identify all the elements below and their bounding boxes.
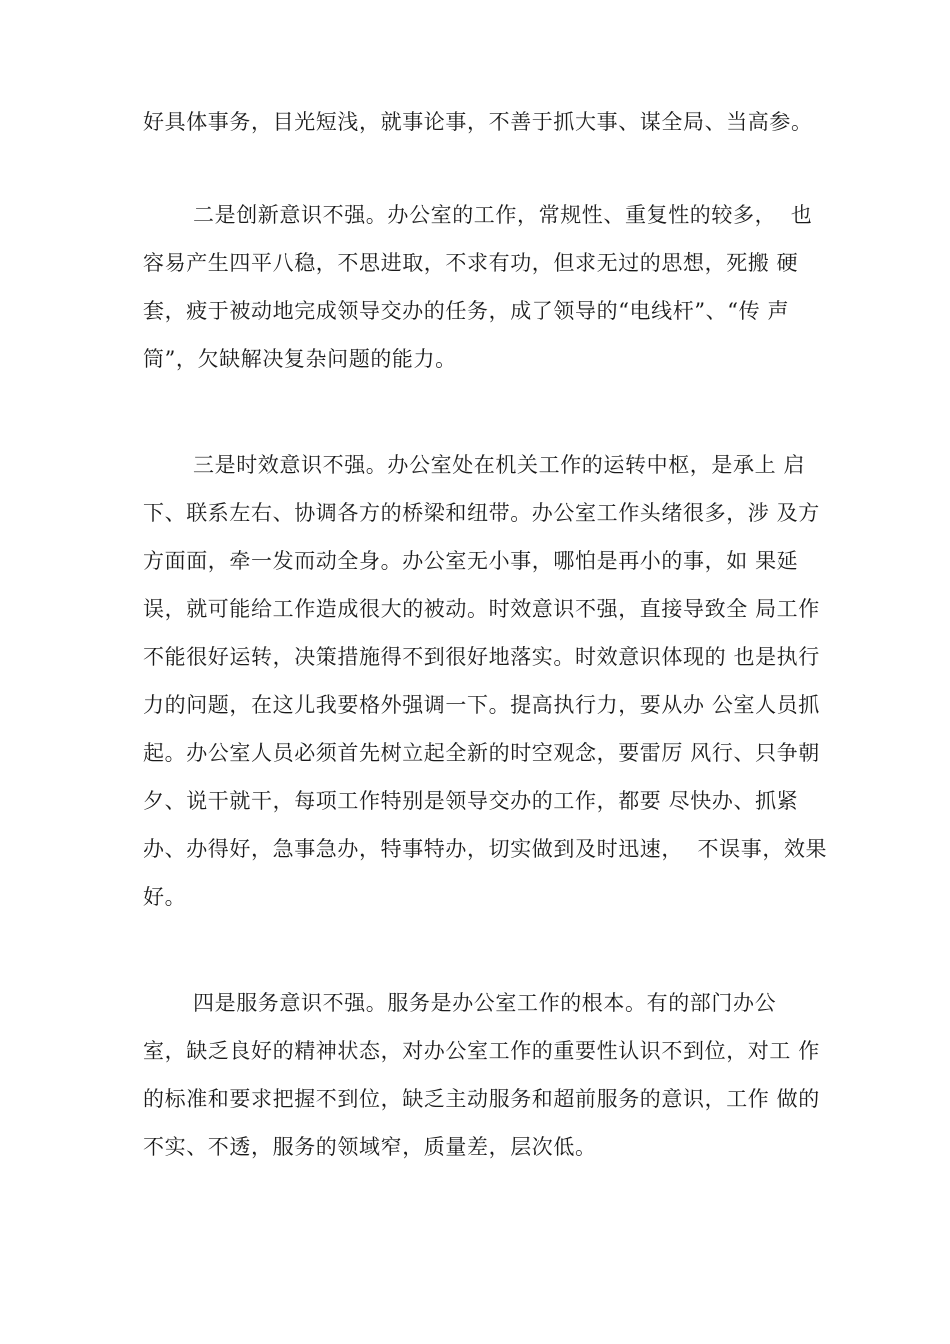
paragraph-2-line-3: 套，疲于被动地完成领导交办的任务，成了领导的“电线杆”、“传 声 — [143, 299, 790, 323]
paragraph-3-line-6: 力的问题，在这儿我要格外强调一下。提高执行力，要从办 公室人员抓 — [143, 693, 820, 717]
paragraph-2-line-4: 筒”，欠缺解决复杂问题的能力。 — [143, 347, 457, 371]
paragraph-3-line-8: 夕、说干就干，每项工作特别是领导交办的工作，都要 尽快办、抓紧 — [143, 789, 799, 813]
paragraph-3-line-7: 起。办公室人员必须首先树立起全新的时空观念，要雷厉 风行、只争朝 — [143, 741, 820, 765]
paragraph-3-line-10: 好。 — [143, 885, 187, 909]
paragraph-4-line-3: 的标准和要求把握不到位，缺乏主动服务和超前服务的意识，工作 做的 — [143, 1087, 820, 1111]
paragraph-2-line-1: 二是创新意识不强。办公室的工作，常规性、重复性的较多， 也 — [193, 203, 813, 227]
paragraph-3-line-4: 误，就可能给工作造成很大的被动。时效意识不强，直接导致全 局工作 — [143, 597, 820, 621]
paragraph-2-line-2: 容易产生四平八稳，不思进取，不求有功，但求无过的思想，死搬 硬 — [143, 251, 799, 275]
paragraph-4-line-1: 四是服务意识不强。服务是办公室工作的根本。有的部门办公 — [193, 991, 777, 1015]
paragraph-3-line-3: 方面面，牵一发而动全身。办公室无小事，哪怕是再小的事，如 果延 — [143, 549, 799, 573]
paragraph-4-line-4: 不实、不透，服务的领域窄，质量差，层次低。 — [143, 1135, 597, 1159]
paragraph-3-line-5: 不能很好运转，决策措施得不到很好地落实。时效意识体现的 也是执行 — [143, 645, 820, 669]
paragraph-4-line-2: 室，缺乏良好的精神状态，对办公室工作的重要性认识不到位，对工 作 — [143, 1039, 820, 1063]
paragraph-1-line-1: 好具体事务，目光短浅，就事论事，不善于抓大事、谋全局、当高参。 — [143, 110, 813, 134]
paragraph-3-line-2: 下、联系左右、协调各方的桥梁和纽带。办公室工作头绪很多，涉 及方 — [143, 501, 820, 525]
paragraph-3-line-1: 三是时效意识不强。办公室处在机关工作的运转中枢，是承上 启 — [193, 453, 806, 477]
paragraph-3-line-9: 办、办得好，急事急办，特事特办，切实做到及时迅速， 不误事，效果 — [143, 837, 828, 861]
